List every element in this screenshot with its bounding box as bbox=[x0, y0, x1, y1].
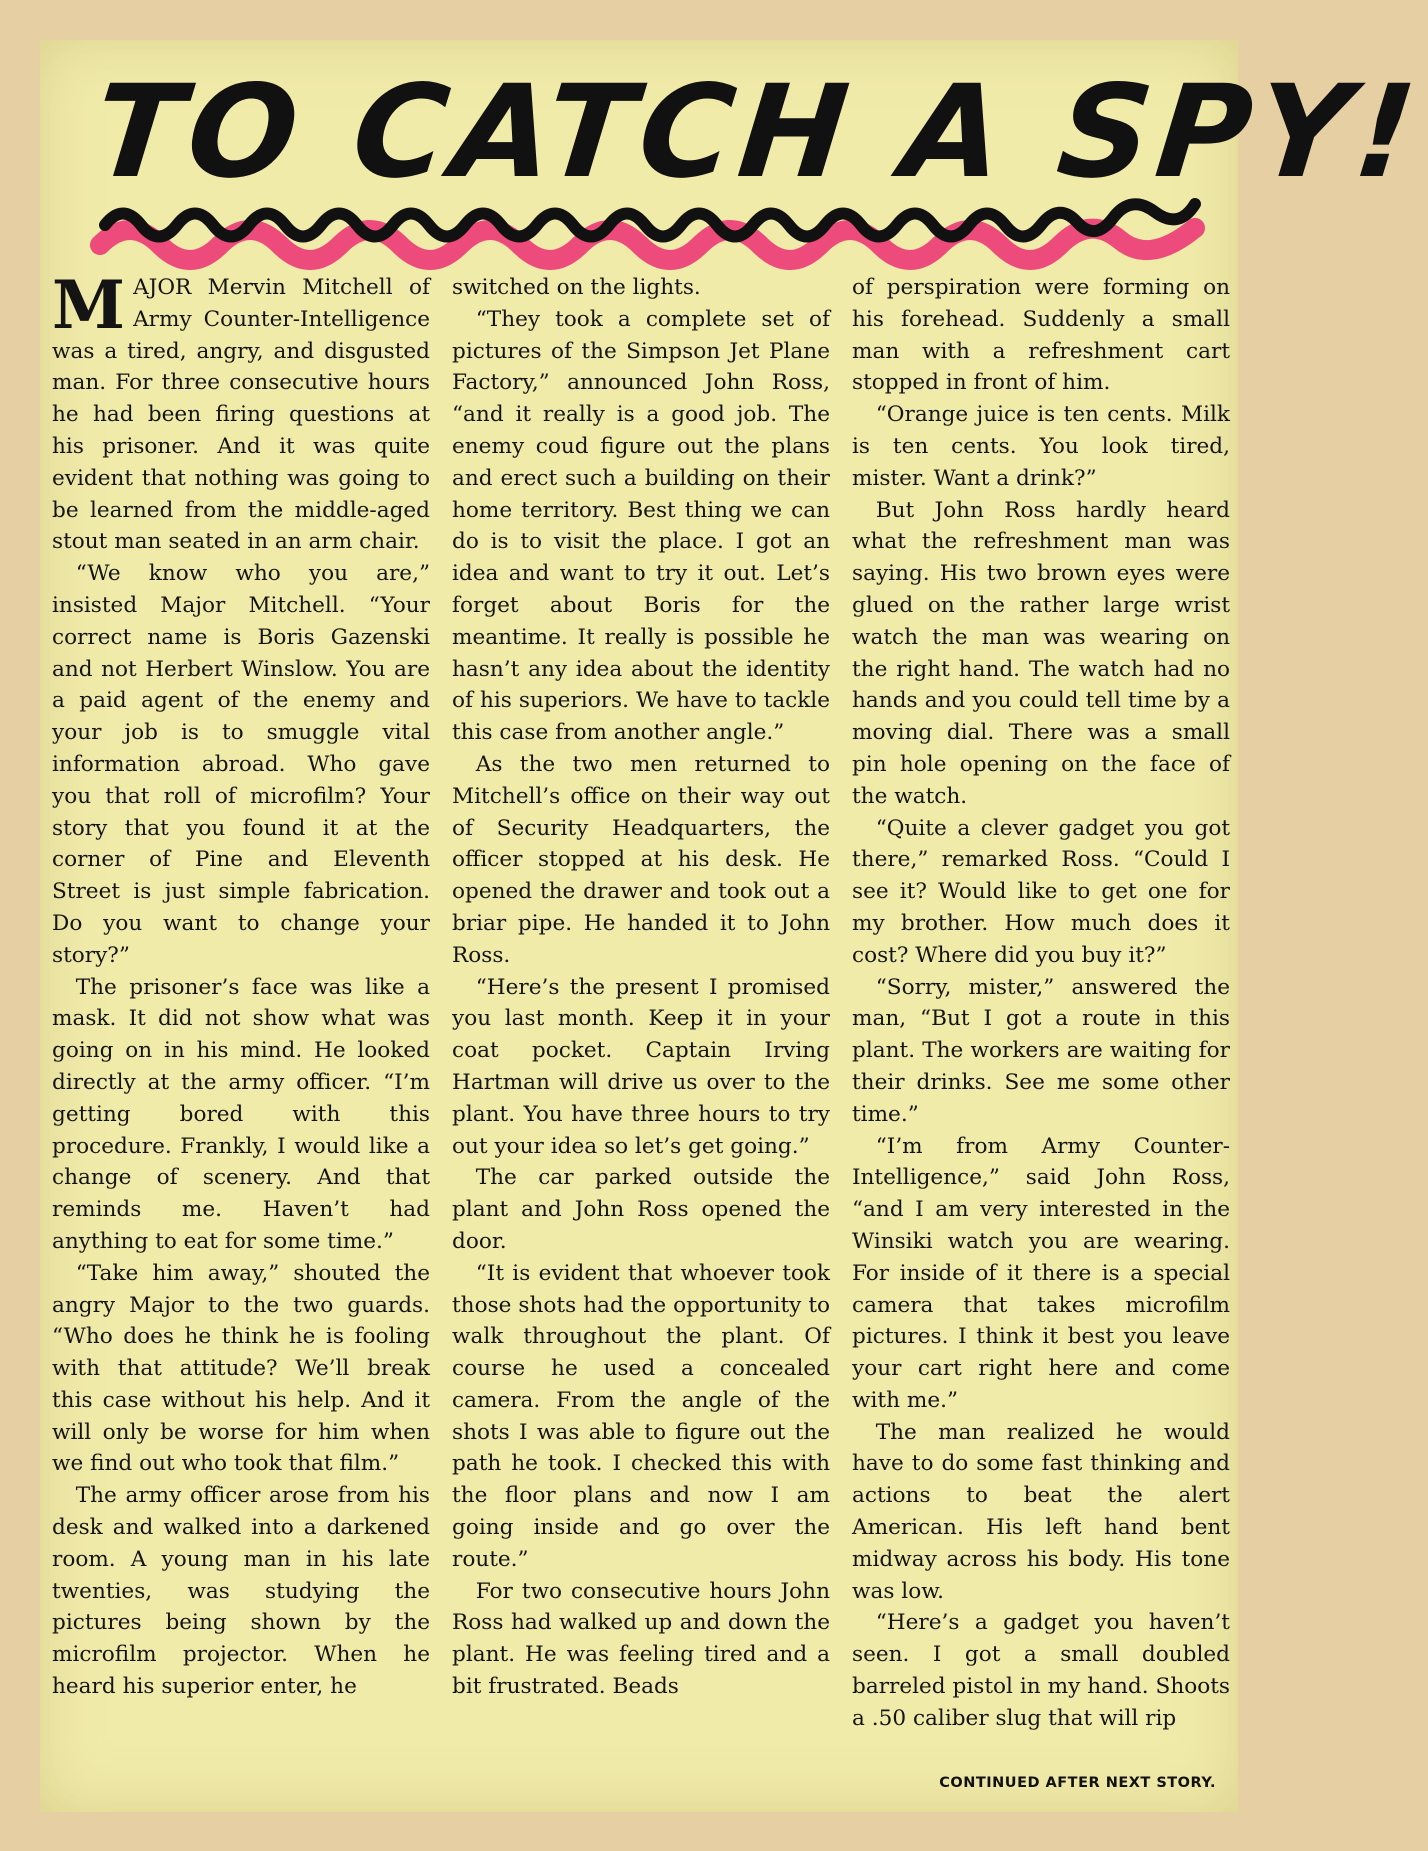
story-paragraph: “Here’s a gadget you haven’t seen. I got a small doubled barreled pistol in my hand. Shoots a .50 caliber slug that will rip bbox=[852, 1610, 1230, 1731]
title-banner bbox=[40, 40, 1428, 270]
story-paragraph: As the two men returned to Mitchell’s office on their way out of Security Headquarters, the officer stopped at his desk. He opened the drawer and took out a briar pipe. He handed it to John Ross. bbox=[452, 751, 830, 968]
continued-notice: CONTINUED AFTER NEXT STORY. bbox=[939, 1775, 1216, 1791]
story-column-2 bbox=[452, 272, 830, 1792]
story-paragraph: “Orange juice is ten cents. Milk is ten cents. You look tired, mister. Want a drink?” bbox=[852, 402, 1230, 491]
story-paragraph bbox=[52, 266, 430, 558]
story-columns bbox=[52, 266, 1232, 1792]
story-paragraph: The army officer arose from his desk and walked into a darkened room. A young man in his late twenties, was studying the pictures being shown by the microfilm projector. When he heard his superior enter, he bbox=[52, 1483, 430, 1700]
story-paragraph: “Take him away,” shouted the angry Major to the two guards. “Who does he think he is fooling with that attitude? We’ll break this case without his help. And it will only be worse for him when we find out who took that film.” bbox=[52, 1260, 430, 1477]
story-paragraph: “Sorry, mister,” answered the man, “But I got a route in this plant. The workers are waiting for their drinks. See me some other time.” bbox=[852, 974, 1230, 1127]
story-paragraph: “I’m from Army Counter-Intelligence,” said John Ross, “and I am very interested in the Winsiki watch you are wearing. For inside of it there is a special camera that takes microfilm pictures. I think it best you leave your cart right here and come with me.” bbox=[852, 1133, 1230, 1413]
story-paragraph: “Quite a clever gadget you got there,” remarked Ross. “Could I see it? Would like to get one for my brother. How much does it cost? Where did you buy it?” bbox=[852, 815, 1230, 968]
story-column-1 bbox=[52, 266, 430, 1792]
story-paragraph: “Here’s the present I promised you last month. Keep it in your coat pocket. Captain Irving Hartman will drive us over to the plant. You have three hours to try out your idea so let’s get going.” bbox=[452, 974, 830, 1159]
story-paragraph: The prisoner’s face was like a mask. It did not show what was going on in his mind. He looked directly at the army officer. “I’m getting bored with this procedure. Frankly, I would like a change of scenery. And that reminds me. Haven’t had anything to eat for some time.” bbox=[52, 974, 430, 1254]
story-paragraph: But John Ross hardly heard what the refreshment man was saying. His two brown eyes were glued on the rather large wrist watch the man was wearing on the right hand. The watch had no hands and you could tell time by a moving dial. There was a small pin hole opening on the face of the watch. bbox=[852, 497, 1230, 809]
story-paragraph: “They took a complete set of pictures of the Simpson Jet Plane Factory,” announced John Ross, “and it really is a good job. The enemy coud figure out the plans and erect such a building on their home territory. Best thing we can do is to visit the place. I got an idea and want to try it out. Let’s forget about Boris for the meantime. It really is possible he hasn’t any idea about the identity of his superiors. We have to tackle this case from another angle.” bbox=[452, 306, 830, 746]
story-column-3 bbox=[852, 272, 1230, 1792]
story-paragraph: “We know who you are,” insisted Major Mitchell. “Your correct name is Boris Gazenski and not Herbert Winslow. You are a paid agent of the enemy and your job is to smuggle vital information abroad. Who gave you that roll of microfilm? Your story that you found it at the corner of Pine and Eleventh Street is just simple fabrication. Do you want to change your story?” bbox=[52, 561, 430, 968]
drop-cap: M bbox=[52, 266, 126, 344]
story-title: TO CATCH A SPY! bbox=[87, 58, 1428, 207]
story-paragraph: For two consecutive hours John Ross had walked up and down the plant. He was feeling tired and a bit frustrated. Beads bbox=[452, 1578, 830, 1700]
comic-text-page bbox=[40, 40, 1428, 1812]
story-paragraph: switched on the lights. bbox=[452, 275, 701, 300]
paragraph-text: AJOR Mervin Mitchell of Army Counter-Intelligence was a tired, angry, and disgusted man. For three consecutive hours he had been firing questions at his prisoner. And it was quite evident that nothing was going to be learned from the middle-aged stout man seated in an arm chair. bbox=[52, 275, 430, 555]
story-paragraph: The man realized he would have to do some fast thinking and actions to beat the alert American. His left hand bent midway across his body. His tone was low. bbox=[852, 1419, 1230, 1604]
story-paragraph: The car parked outside the plant and John Ross opened the door. bbox=[452, 1165, 830, 1254]
story-paragraph: “It is evident that whoever took those shots had the opportunity to walk throughout the plant. Of course he used a concealed camera. From the angle of the shots I was able to figure out the path he took. I checked this with the floor plans and now I am going inside and go over the route.” bbox=[452, 1260, 830, 1572]
story-paragraph: of perspiration were forming on his forehead. Suddenly a small man with a refreshment cart stopped in front of him. bbox=[852, 275, 1230, 396]
